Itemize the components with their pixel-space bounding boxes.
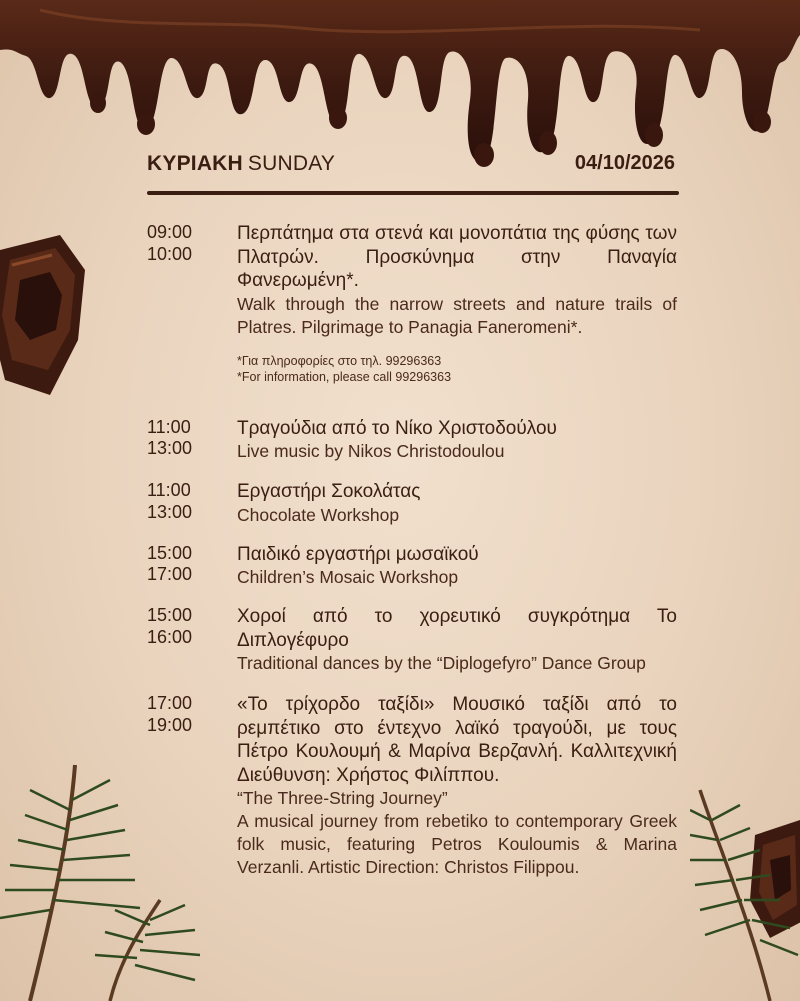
event-title-english: Traditional dances by the “Diplogefyro” Dance Group xyxy=(237,653,646,673)
event-title-greek: «Το τρίχορδο ταξίδι» Μουσικό ταξίδι από το ρεμπέτικο στο έντεχνο λαϊκό τραγούδι, με τους Πέτρο Κουλουμή & Μαρίνα Βερζανλή. Καλλιτεχνική Διεύθυνση: Χρήστος Φιλίππου. xyxy=(237,694,677,786)
start-time: 15:00 xyxy=(147,542,193,563)
start-time: 15:00 xyxy=(147,605,193,625)
event-title-english: Children’s Mosaic Workshop xyxy=(237,567,459,587)
event-title-greek: Χοροί από το χορευτικό συγκρότημα Το Διπλογέφυρο xyxy=(237,606,677,651)
end-time: 19:00 xyxy=(147,714,193,735)
day-title-greek: ΚΥΡΙΑΚΗ xyxy=(147,152,243,175)
time-range xyxy=(147,480,237,527)
event-title-greek: Παιδικό εργαστήρι μωσαϊκού xyxy=(237,543,479,565)
event-description xyxy=(237,222,677,385)
start-time: 17:00 xyxy=(147,693,193,713)
event-title-english: Walk through the narrow streets and nature trails of Platres. Pilgrimage to Panagia Faneromeni*. xyxy=(237,293,677,337)
time-range xyxy=(147,605,237,675)
end-time: 17:00 xyxy=(147,564,193,584)
end-time: 13:00 xyxy=(147,438,193,458)
event-description xyxy=(237,480,677,527)
schedule-item xyxy=(147,417,677,464)
event-description xyxy=(237,693,677,879)
info-note-english: *For information, please call 99296363 xyxy=(237,369,452,384)
time-range xyxy=(147,693,237,879)
event-date: 04/10/2026 xyxy=(574,152,675,174)
event-title-english: Chocolate Workshop xyxy=(237,504,400,525)
day-title-english: SUNDAY xyxy=(247,152,336,175)
event-title-english: A musical journey from rebetiko to contemporary Greek folk music, featuring Petros Kouloumis & Marina Verzanli. Artistic Direction: Christos Filippou. xyxy=(237,811,677,877)
schedule-item xyxy=(147,480,677,527)
start-time: 11:00 xyxy=(147,480,191,500)
schedule-list xyxy=(147,222,677,901)
event-title-greek: Περπάτημα στα στενά και μονοπάτια της φύσης των Πλατρών. Προσκύνημα στην Παναγία Φανερωμένη*. xyxy=(237,223,677,291)
end-time: 13:00 xyxy=(147,501,193,522)
start-time: 09:00 xyxy=(147,222,193,242)
schedule-item xyxy=(147,543,677,590)
event-title-english: Live music by Nikos Christodoulou xyxy=(237,441,505,461)
header-divider xyxy=(147,191,679,195)
chocolate-piece-decoration xyxy=(0,230,95,400)
pine-branch-decoration xyxy=(690,780,800,1001)
event-title-greek: Τραγούδια από το Νίκο Χριστοδούλου xyxy=(237,417,557,439)
event-title-greek: Εργαστήρι Σοκολάτας xyxy=(237,481,421,502)
end-time: 16:00 xyxy=(147,626,193,647)
info-note xyxy=(237,353,677,385)
day-title xyxy=(147,152,335,175)
schedule-item xyxy=(147,605,677,675)
time-range xyxy=(147,543,237,590)
schedule-header xyxy=(147,152,677,182)
schedule-item xyxy=(147,222,677,385)
event-description xyxy=(237,605,677,675)
start-time: 11:00 xyxy=(147,416,191,437)
time-range xyxy=(147,417,237,464)
chocolate-drip-decoration xyxy=(0,0,800,175)
time-range xyxy=(147,222,237,385)
event-description xyxy=(237,543,677,590)
event-description xyxy=(237,417,677,464)
end-time: 10:00 xyxy=(147,243,193,264)
schedule-item xyxy=(147,693,677,879)
info-note-greek: *Για πληροφορίες στο τηλ. 99296363 xyxy=(237,353,442,368)
event-subtitle-english: “The Three-String Journey” xyxy=(237,788,448,808)
